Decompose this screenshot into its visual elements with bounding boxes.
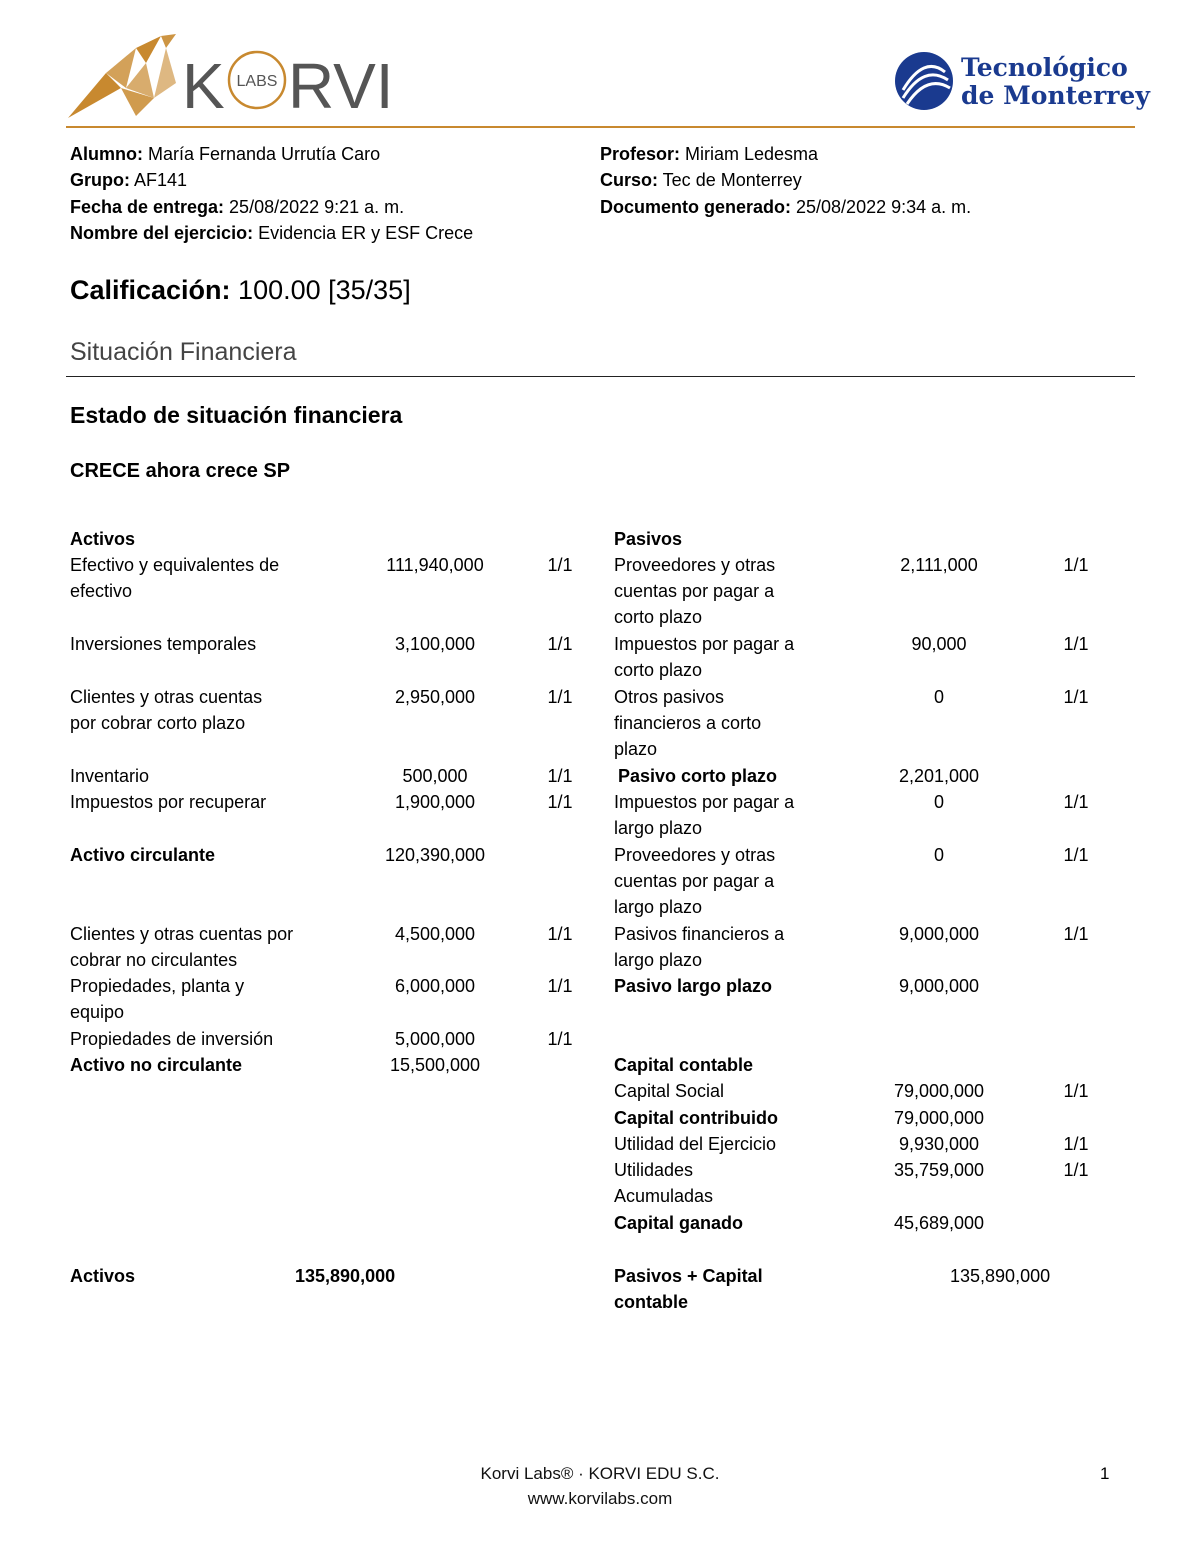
footer-company: Korvi Labs® · KORVI EDU S.C. bbox=[480, 1464, 720, 1483]
ejercicio-line bbox=[70, 220, 473, 246]
curso-line bbox=[600, 167, 802, 193]
generado-label: Documento generado: bbox=[600, 197, 792, 217]
footer-website: www.korvilabs.com bbox=[527, 1489, 673, 1508]
grade-label: Calificación: bbox=[70, 275, 231, 305]
row-score: 1/1 bbox=[547, 634, 573, 654]
row-label: Clientes y otras cuentas por cobrar corto plazo bbox=[70, 687, 263, 733]
curso-label: Curso: bbox=[600, 170, 658, 190]
alumno-value: María Fernanda Urrutía Caro bbox=[142, 144, 381, 164]
profesor-label: Profesor: bbox=[600, 144, 681, 164]
page-number: 1 bbox=[1100, 1464, 1110, 1483]
row-score: 1/1 bbox=[547, 687, 573, 707]
row-value: 0 bbox=[933, 845, 944, 865]
row-value: 79,000,000 bbox=[893, 1108, 985, 1128]
row-value: 9,000,000 bbox=[898, 976, 980, 996]
row-score: 1/1 bbox=[547, 555, 573, 575]
row-label: Clientes y otras cuentas por cobrar no circulantes bbox=[70, 924, 294, 970]
row-value: 90,000 bbox=[911, 634, 967, 654]
tec-name-line2: de Monterrey bbox=[961, 81, 1150, 110]
profesor-value: Miriam Ledesma bbox=[680, 144, 819, 164]
grupo-line bbox=[70, 167, 187, 193]
row-value: 0 bbox=[933, 792, 944, 812]
table-row bbox=[70, 552, 590, 604]
korvi-labs-circle-text: LABS bbox=[236, 73, 278, 90]
row-label: Inventario bbox=[70, 766, 150, 786]
row-label: Inversiones temporales bbox=[70, 634, 257, 654]
row-value: 0 bbox=[933, 687, 944, 707]
header-divider bbox=[66, 126, 1135, 128]
row-value: 120,390,000 bbox=[384, 845, 486, 865]
equity-header: Capital contable bbox=[614, 1055, 754, 1075]
row-value: 35,759,000 bbox=[893, 1160, 985, 1180]
row-value: 2,111,000 bbox=[900, 555, 978, 575]
row-label: Propiedades, planta y equipo bbox=[70, 976, 245, 1022]
fecha-entrega-value: 25/08/2022 9:21 a. m. bbox=[224, 197, 405, 217]
tec-emblem-icon bbox=[893, 50, 955, 112]
row-value: 45,689,000 bbox=[893, 1213, 985, 1233]
row-score: 1/1 bbox=[1063, 634, 1089, 654]
fecha-entrega-line bbox=[70, 194, 404, 220]
liabilities-equity-total-value: 135,890,000 bbox=[950, 1266, 1051, 1286]
row-label: Proveedores y otras cuentas por pagar a largo plazo bbox=[614, 845, 776, 917]
grade bbox=[70, 275, 411, 306]
row-label: Capital Social bbox=[614, 1081, 725, 1101]
row-label: Impuestos por recuperar bbox=[70, 792, 267, 812]
row-value: 79,000,000 bbox=[893, 1081, 985, 1101]
row-score: 1/1 bbox=[1063, 845, 1089, 865]
row-label: Propiedades de inversión bbox=[70, 1029, 274, 1049]
profesor-line bbox=[600, 141, 818, 167]
korvi-k: K bbox=[182, 50, 225, 120]
row-score: 1/1 bbox=[1063, 924, 1089, 944]
row-label: Pasivo largo plazo bbox=[614, 976, 773, 996]
row-value: 2,201,000 bbox=[898, 766, 980, 786]
row-score: 1/1 bbox=[1063, 687, 1089, 707]
row-label: Pasivos financieros a largo plazo bbox=[614, 924, 785, 970]
company-name: CRECE ahora crece SP bbox=[70, 460, 291, 482]
row-value: 111,940,000 bbox=[386, 555, 484, 575]
row-score: 1/1 bbox=[547, 792, 573, 812]
row-value: 15,500,000 bbox=[389, 1055, 481, 1075]
grupo-value: AF141 bbox=[130, 170, 188, 190]
row-label: Capital ganado bbox=[614, 1213, 744, 1233]
row-label: Utilidades Acumuladas bbox=[614, 1160, 714, 1206]
row-value: 6,000,000 bbox=[394, 976, 476, 996]
assets-total-value: 135,890,000 bbox=[295, 1266, 396, 1286]
generado-line bbox=[600, 194, 971, 220]
row-value: 3,100,000 bbox=[394, 634, 476, 654]
row-score: 1/1 bbox=[547, 766, 573, 786]
document-title: Estado de situación financiera bbox=[70, 402, 403, 428]
row-value: 5,000,000 bbox=[394, 1029, 476, 1049]
alumno-label: Alumno: bbox=[70, 144, 143, 164]
row-label: Capital contribuido bbox=[614, 1108, 778, 1128]
assets-total-label: Activos bbox=[70, 1266, 136, 1286]
row-label: Impuestos por pagar a corto plazo bbox=[614, 634, 795, 680]
row-label: Impuestos por pagar a largo plazo bbox=[614, 792, 795, 838]
generado-value: 25/08/2022 9:34 a. m. bbox=[791, 197, 972, 217]
row-label: Activo no circulante bbox=[70, 1055, 243, 1075]
row-score: 1/1 bbox=[547, 976, 573, 996]
liabilities-header: Pasivos bbox=[614, 529, 683, 549]
alumno-line bbox=[70, 141, 380, 167]
row-score: 1/1 bbox=[547, 924, 573, 944]
liabilities-equity-total-label: Pasivos + Capital contable bbox=[614, 1266, 763, 1312]
row-score: 1/1 bbox=[1063, 1081, 1089, 1101]
row-value: 9,000,000 bbox=[898, 924, 980, 944]
row-label: Pasivo corto plazo bbox=[618, 766, 778, 786]
korvi-labs-logo bbox=[66, 28, 426, 125]
section-title: Situación Financiera bbox=[70, 338, 297, 366]
row-score: 1/1 bbox=[1063, 555, 1089, 575]
row-value: 4,500,000 bbox=[394, 924, 476, 944]
korvi-rvi: RVI bbox=[288, 50, 394, 120]
tec-name-line1: Tecnológico bbox=[961, 53, 1128, 82]
row-label: Efectivo y equivalentes de efectivo bbox=[70, 555, 280, 601]
row-score: 1/1 bbox=[1063, 792, 1089, 812]
row-label: Utilidad del Ejercicio bbox=[614, 1134, 777, 1154]
row-value: 2,950,000 bbox=[394, 687, 476, 707]
row-label: Proveedores y otras cuentas por pagar a corto plazo bbox=[614, 555, 776, 627]
row-value: 9,930,000 bbox=[898, 1134, 980, 1154]
section-divider bbox=[66, 376, 1135, 377]
grupo-label: Grupo: bbox=[70, 170, 130, 190]
fecha-entrega-label: Fecha de entrega: bbox=[70, 197, 225, 217]
ejercicio-label: Nombre del ejercicio: bbox=[70, 223, 254, 243]
assets-header: Activos bbox=[70, 529, 136, 549]
row-score: 1/1 bbox=[1063, 1160, 1089, 1180]
curso-value: Tec de Monterrey bbox=[658, 170, 802, 190]
row-score: 1/1 bbox=[1063, 1134, 1089, 1154]
row-label: Otros pasivos financieros a corto plazo bbox=[614, 687, 762, 759]
bird-icon bbox=[68, 34, 176, 118]
ejercicio-value: Evidencia ER y ESF Crece bbox=[253, 223, 474, 243]
row-label: Activo circulante bbox=[70, 845, 216, 865]
row-score: 1/1 bbox=[547, 1029, 573, 1049]
grade-value: 100.00 [35/35] bbox=[230, 275, 411, 305]
row-value: 500,000 bbox=[402, 766, 468, 786]
row-value: 1,900,000 bbox=[394, 792, 476, 812]
